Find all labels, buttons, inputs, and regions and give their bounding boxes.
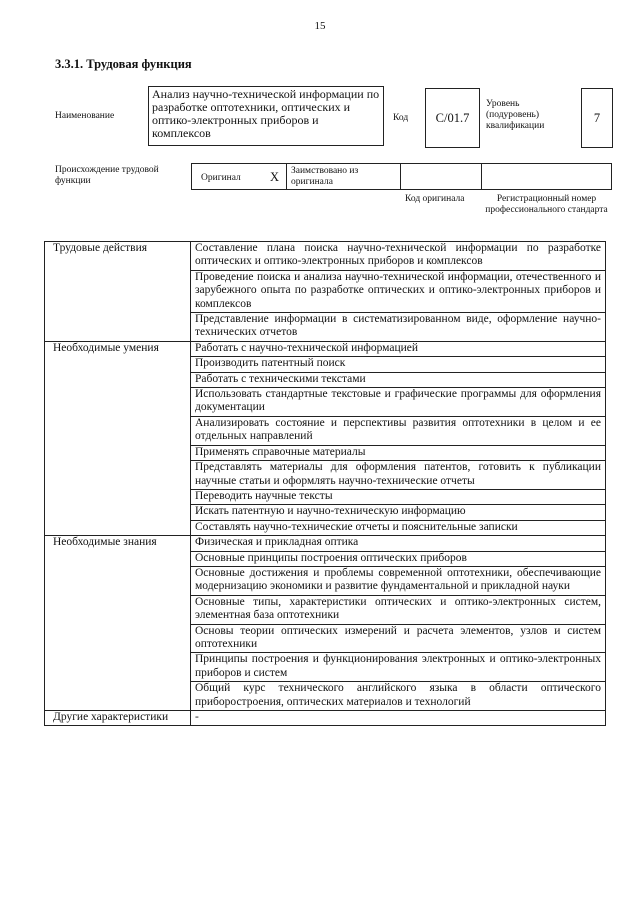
- section-title: 3.3.1. Трудовая функция: [55, 57, 192, 71]
- original-label: Оригинал: [201, 173, 241, 183]
- table-cell: -: [191, 711, 606, 726]
- code-original-caption: Код оригинала: [405, 194, 465, 204]
- table-cell: Искать патентную и научно-техническую информацию: [191, 505, 606, 520]
- function-code-value: С/01.7: [425, 88, 480, 148]
- level-label: Уровень (подуровень) квалификации: [486, 99, 545, 131]
- origin-divider: [286, 164, 287, 189]
- table-cell: Работать с научно-технической информацией: [191, 341, 606, 356]
- table-cell: Представлять материалы для оформления патентов, готовить к публикации научные статьи и оформлять научно-технические отчеты: [191, 461, 606, 490]
- name-label: Наименование: [55, 111, 115, 121]
- table-cell: Основные принципы построения оптических приборов: [191, 551, 606, 566]
- table-cell: Принципы построения и функционирования электронных и оптико-электронных приборов и систем: [191, 653, 606, 682]
- page-number: 15: [314, 20, 326, 32]
- table-cell: Физическая и прикладная оптика: [191, 536, 606, 551]
- function-name-value: Анализ научно-технической информации по разработке оптотехники, оптических и оптико-электронных приборов и комплексов: [148, 86, 384, 146]
- borrowed-label: Заимствовано из оригинала: [291, 166, 359, 187]
- table-row: [45, 711, 606, 726]
- origin-divider: [481, 164, 482, 189]
- table-row: [45, 341, 606, 356]
- category-cell: Трудовые действия: [45, 242, 191, 342]
- reg-number-caption: Регистрационный номер профессионального стандарта: [485, 194, 608, 215]
- category-cell: Необходимые знания: [45, 536, 191, 711]
- origin-label: Происхождение трудовой функции: [55, 165, 159, 186]
- table-cell: Составлять научно-технические отчеты и пояснительные записки: [191, 520, 606, 535]
- code-label: Код: [393, 113, 409, 123]
- table-row: [45, 536, 606, 551]
- table-cell: Основные типы, характеристики оптических и оптико-электронных систем, элементная база оптотехники: [191, 595, 606, 624]
- origin-divider: [400, 164, 401, 189]
- table-cell: Общий курс технического английского языка в области оптического приборостроения, оптических материалов и технологий: [191, 682, 606, 711]
- table-cell: Основы теории оптических измерений и расчета элементов, узлов и систем оптотехники: [191, 624, 606, 653]
- table-cell: Основные достижения и проблемы современной оптотехники, обеспечивающие модернизацию экономики и развитие фундаментальной и прикладной науки: [191, 566, 606, 595]
- table-cell: Представление информации в систематизированном виде, оформление научно-технических отчетов: [191, 313, 606, 342]
- function-details-table: [44, 241, 606, 726]
- table-cell: Производить патентный поиск: [191, 357, 606, 372]
- category-cell: Необходимые умения: [45, 341, 191, 535]
- table-cell: Переводить научные тексты: [191, 489, 606, 504]
- table-cell: Работать с техническими текстами: [191, 372, 606, 387]
- table-cell: Проведение поиска и анализа научно-технической информации, отечественного и зарубежного опыта по разработке оптических и оптико-электронных приборов и комплексов: [191, 270, 606, 312]
- table-cell: Применять справочные материалы: [191, 445, 606, 460]
- origin-table: [191, 163, 612, 190]
- table-cell: Анализировать состояние и перспективы развития оптотехники в целом и ее отдельных направлений: [191, 416, 606, 445]
- original-mark: X: [270, 170, 280, 184]
- table-cell: Составление плана поиска научно-технической информации по разработке оптических и оптико-электронных приборов и комплексов: [191, 242, 606, 271]
- category-cell: Другие характеристики: [45, 711, 191, 726]
- table-row: [45, 242, 606, 271]
- table-cell: Использовать стандартные текстовые и графические программы для оформления документации: [191, 388, 606, 417]
- level-value: 7: [581, 88, 613, 148]
